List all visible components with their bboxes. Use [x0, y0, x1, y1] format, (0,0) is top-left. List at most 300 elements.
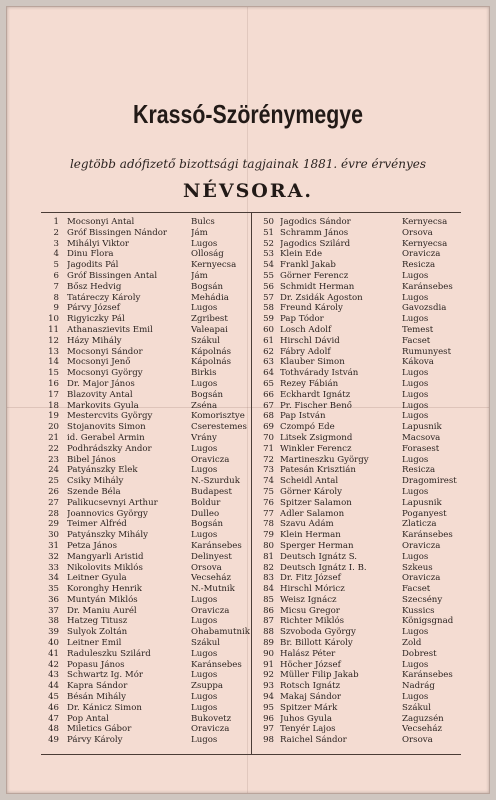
place-name: Orsova: [402, 735, 433, 746]
document-title: Krassó-Szörénymegye: [133, 99, 363, 129]
person-name: Koronghy Henrik: [67, 584, 142, 595]
row-number: 27: [48, 497, 59, 508]
place-name: Szákul: [191, 638, 221, 649]
person-name: Weisz Ignácz: [280, 594, 337, 605]
table-row: [41, 390, 251, 401]
table-row: [41, 541, 251, 552]
table-row: [41, 627, 251, 638]
document-subtitle: legtöbb adófizető bizottsági tagjainak 1881. évre érvényes: [69, 157, 427, 171]
place-name: Orsova: [402, 227, 433, 238]
row-number: 2: [53, 227, 59, 238]
person-name: Höcher József: [280, 659, 341, 670]
row-number: 78: [263, 519, 274, 530]
person-name: Scheidl Antal: [280, 476, 339, 487]
row-number: 82: [263, 562, 274, 573]
place-name: Boldur: [191, 497, 221, 508]
place-name: Temest: [402, 324, 434, 335]
row-number: 8: [53, 292, 59, 303]
row-number: 30: [48, 530, 59, 541]
table-row: [252, 455, 462, 466]
row-number: 36: [48, 594, 59, 605]
place-name: Birkis: [191, 368, 217, 379]
place-name: Zgribest: [191, 314, 228, 325]
person-name: Raduleszku Szilárd: [67, 648, 151, 659]
table-row: [41, 314, 251, 325]
place-name: Lugos: [402, 292, 429, 303]
place-name: Lugos: [402, 692, 429, 703]
place-name: Cserestemes: [191, 422, 247, 433]
person-name: Rigyiczky Pál: [67, 314, 125, 325]
person-name: Müller Filip Jakab: [280, 670, 359, 681]
row-number: 40: [48, 638, 59, 649]
table-row: [41, 249, 251, 260]
person-name: Párvy Károly: [67, 735, 123, 746]
person-name: Görner Károly: [280, 486, 343, 497]
row-number: 71: [263, 443, 274, 454]
row-number: 57: [263, 292, 274, 303]
person-name: Frankl Jakab: [280, 260, 336, 271]
table-row: [252, 563, 462, 574]
row-number: 47: [48, 713, 59, 724]
document-sheet: [6, 6, 490, 794]
person-name: Juhos Gyula: [280, 713, 332, 724]
row-number: 50: [263, 217, 274, 227]
row-number: 69: [263, 422, 274, 433]
row-number: 13: [48, 346, 59, 357]
table-row: [41, 735, 251, 746]
row-number: 52: [263, 238, 274, 249]
row-number: 7: [53, 281, 59, 292]
place-name: Valeapai: [191, 324, 228, 335]
place-name: Kernyecsa: [402, 238, 448, 249]
person-name: Stojanovits Simon: [67, 422, 146, 433]
table-row: [252, 368, 462, 379]
place-name: N.-Szurduk: [191, 476, 240, 487]
row-number: 43: [48, 670, 59, 681]
table-row: [252, 638, 462, 649]
place-name: Lugos: [191, 735, 218, 746]
person-name: Dr. Kánicz Simon: [67, 702, 142, 713]
place-name: Vecseház: [402, 724, 442, 735]
place-name: N.-Mutnik: [191, 584, 235, 595]
table-row: [41, 465, 251, 476]
table-row: [252, 228, 462, 239]
person-name: Martineszku György: [280, 454, 369, 465]
table-row: [41, 552, 251, 563]
table-row: [252, 433, 462, 444]
row-number: 41: [48, 648, 59, 659]
row-number: 65: [263, 378, 274, 389]
table-row: [252, 498, 462, 509]
place-name: Szákul: [191, 335, 221, 346]
person-name: Szvoboda György: [280, 627, 356, 638]
table-row: [252, 660, 462, 671]
place-name: Jám: [191, 227, 208, 238]
table-row: [41, 703, 251, 714]
row-number: 1: [53, 217, 59, 227]
person-name: Mocsonyi György: [67, 368, 143, 379]
place-name: Nadrág: [402, 681, 435, 692]
table-row: [41, 573, 251, 584]
person-name: Gróf Bissingen Antal: [67, 270, 158, 281]
person-name: Br. Billott Károly: [280, 638, 353, 649]
person-name: Mocsonyi Sándor: [67, 346, 143, 357]
row-number: 35: [48, 584, 59, 595]
place-name: Lugos: [191, 378, 218, 389]
place-name: Kernyecsa: [402, 217, 448, 227]
row-number: 87: [263, 616, 274, 627]
table-row: [252, 487, 462, 498]
person-name: Gróf Bissingen Nándor: [67, 227, 168, 238]
table-row: [41, 714, 251, 725]
table-row: [252, 584, 462, 595]
row-number: 77: [263, 508, 274, 519]
place-name: Rumunyest: [402, 346, 452, 357]
table-row: [41, 282, 251, 293]
row-number: 96: [263, 713, 274, 724]
row-number: 17: [48, 389, 59, 400]
table-row: [41, 293, 251, 304]
table-row: [252, 509, 462, 520]
table-row: [41, 584, 251, 595]
person-name: Dinu Flora: [67, 249, 114, 260]
place-name: Macsova: [402, 432, 441, 443]
place-name: Lugos: [191, 530, 218, 541]
row-number: 62: [263, 346, 274, 357]
row-number: 92: [263, 670, 274, 681]
row-number: 83: [263, 573, 274, 584]
person-name: Hirschl Dávid: [280, 335, 340, 346]
place-name: Mehádia: [191, 292, 229, 303]
table-row: [252, 401, 462, 412]
place-name: Zold: [402, 638, 422, 649]
person-name: Halász Péter: [280, 648, 336, 659]
place-name: Karánsebes: [191, 659, 242, 670]
row-number: 85: [263, 594, 274, 605]
table-row: [252, 476, 462, 487]
table-row: [41, 563, 251, 574]
person-name: Spitzer Salamon: [280, 497, 352, 508]
row-number: 28: [48, 508, 59, 519]
person-name: Dr. Zsidák Ágoston: [280, 292, 363, 303]
person-name: Klein Ede: [280, 249, 323, 260]
table-row: [41, 638, 251, 649]
person-name: Nikolovits Miklós: [67, 562, 143, 573]
table-row: [252, 606, 462, 617]
person-name: Sulyok Zoltán: [67, 627, 128, 638]
place-name: Kápolnás: [191, 357, 232, 368]
place-name: Facset: [402, 335, 431, 346]
right-column: [252, 217, 462, 746]
person-name: Pr. Fischer Benő: [280, 400, 352, 411]
table-row: [252, 422, 462, 433]
person-name: Schramm János: [280, 227, 349, 238]
person-name: Tatáreczy Károly: [67, 292, 141, 303]
row-number: 5: [53, 260, 59, 271]
table-row: [252, 724, 462, 735]
person-name: Görner Ferencz: [280, 270, 349, 281]
row-number: 25: [48, 476, 59, 487]
place-name: Olloság: [191, 249, 224, 260]
person-name: Jagodics Szilárd: [280, 238, 351, 249]
person-name: Petza János: [67, 540, 118, 551]
place-name: Dulleo: [191, 508, 220, 519]
row-number: 86: [263, 605, 274, 616]
table-row: [252, 670, 462, 681]
table-row: [252, 735, 462, 746]
table-row: [252, 616, 462, 627]
row-number: 58: [263, 303, 274, 314]
place-name: Kussics: [402, 605, 435, 616]
place-name: Lugos: [191, 670, 218, 681]
left-column: [41, 217, 251, 746]
person-name: Eckhardt Ignátz: [280, 389, 351, 400]
person-name: Makaj Sándor: [280, 692, 341, 703]
place-name: Resicza: [402, 465, 436, 476]
place-name: Karánsebes: [402, 530, 453, 541]
row-number: 75: [263, 486, 274, 497]
person-name: Sperger Herman: [280, 540, 354, 551]
table-row: [252, 519, 462, 530]
table-row: [252, 325, 462, 336]
place-name: Lugos: [402, 400, 429, 411]
row-number: 73: [263, 465, 274, 476]
table-row: [252, 336, 462, 347]
table-row: [41, 260, 251, 271]
place-name: Dobrest: [402, 648, 437, 659]
table-row: [41, 616, 251, 627]
place-name: Gavozsdia: [402, 303, 447, 314]
names-table: [41, 212, 461, 755]
row-number: 24: [48, 465, 59, 476]
place-name: Komorisztye: [191, 411, 245, 422]
table-row: [252, 271, 462, 282]
table-row: [252, 692, 462, 703]
row-number: 48: [48, 724, 59, 735]
place-name: Bogsán: [191, 281, 224, 292]
table-row: [41, 217, 251, 228]
row-number: 19: [48, 411, 59, 422]
row-number: 76: [263, 497, 274, 508]
place-name: Bogsán: [191, 519, 224, 530]
row-number: 11: [48, 324, 59, 335]
table-row: [252, 314, 462, 325]
person-name: Leitner Emil: [67, 638, 122, 649]
place-name: Oravicza: [191, 724, 230, 735]
row-number: 4: [53, 249, 59, 260]
table-row: [252, 714, 462, 725]
row-number: 45: [48, 692, 59, 703]
place-name: Oravicza: [402, 573, 441, 584]
row-number: 34: [48, 573, 59, 584]
table-row: [41, 228, 251, 239]
row-number: 53: [263, 249, 274, 260]
row-number: 56: [263, 281, 274, 292]
person-name: Dr. Major János: [67, 378, 135, 389]
row-number: 81: [263, 551, 274, 562]
place-name: Zlaticza: [402, 519, 437, 530]
place-name: Lugos: [402, 368, 429, 379]
person-name: Kapra Sándor: [67, 681, 128, 692]
person-name: Mihályi Viktor: [67, 238, 130, 249]
person-name: Patyánszky Mihály: [67, 530, 149, 541]
row-number: 33: [48, 562, 59, 573]
table-row: [252, 530, 462, 541]
person-name: Muntyán Miklós: [67, 594, 138, 605]
place-name: Zaguzsén: [402, 713, 444, 724]
row-number: 21: [48, 432, 59, 443]
person-name: Tothvárady István: [280, 368, 359, 379]
table-row: [252, 217, 462, 228]
table-row: [41, 411, 251, 422]
table-row: [41, 379, 251, 390]
table-row: [252, 390, 462, 401]
person-name: Házy Mihály: [67, 335, 122, 346]
person-name: Teimer Alfréd: [67, 519, 127, 530]
place-name: Bukovetz: [191, 713, 232, 724]
place-name: Karánsebes: [191, 540, 242, 551]
person-name: Deutsch Ignátz I. B.: [280, 562, 367, 573]
person-name: Rotsch Ignátz: [280, 681, 341, 692]
place-name: Oravicza: [402, 540, 441, 551]
row-number: 16: [48, 378, 59, 389]
place-name: Lugos: [191, 238, 218, 249]
place-name: Forasest: [402, 443, 440, 454]
table-row: [252, 681, 462, 692]
table-row: [252, 282, 462, 293]
row-number: 55: [263, 270, 274, 281]
table-row: [41, 595, 251, 606]
row-number: 46: [48, 702, 59, 713]
table-row: [41, 509, 251, 520]
person-name: Pap Tódor: [280, 314, 324, 325]
row-number: 6: [53, 270, 59, 281]
row-number: 70: [263, 432, 274, 443]
table-row: [252, 552, 462, 563]
row-number: 60: [263, 324, 274, 335]
row-number: 18: [48, 400, 59, 411]
place-name: Königsgnad: [402, 616, 454, 627]
row-number: 42: [48, 659, 59, 670]
person-name: Losch Adolf: [280, 324, 332, 335]
person-name: Jagodics Sándor: [280, 217, 351, 227]
row-number: 20: [48, 422, 59, 433]
row-number: 80: [263, 540, 274, 551]
person-name: Patyánszky Elek: [67, 465, 138, 476]
row-number: 89: [263, 638, 274, 649]
row-number: 61: [263, 335, 274, 346]
table-row: [41, 422, 251, 433]
person-name: Jagodits Pál: [67, 260, 119, 271]
table-row: [41, 455, 251, 466]
place-name: Lugos: [191, 692, 218, 703]
table-row: [41, 660, 251, 671]
place-name: Oravicza: [402, 249, 441, 260]
table-row: [41, 239, 251, 250]
table-row: [252, 293, 462, 304]
row-number: 38: [48, 616, 59, 627]
place-name: Zsuppa: [191, 681, 224, 692]
person-name: Mocsonyi Antal: [67, 217, 135, 227]
person-name: Bésán Mihály: [67, 692, 127, 703]
person-name: Hirschl Móricz: [280, 584, 345, 595]
place-name: Lugos: [402, 411, 429, 422]
person-name: Patesán Krisztián: [280, 465, 356, 476]
place-name: Szecsény: [402, 594, 443, 605]
place-name: Lugos: [402, 270, 429, 281]
place-name: Kákova: [402, 357, 434, 368]
table-row: [41, 347, 251, 358]
row-number: 79: [263, 530, 274, 541]
place-name: Poganyest: [402, 508, 447, 519]
table-row: [41, 476, 251, 487]
row-number: 22: [48, 443, 59, 454]
table-row: [252, 379, 462, 390]
row-number: 67: [263, 400, 274, 411]
person-name: Párvy József: [67, 303, 120, 314]
table-row: [252, 595, 462, 606]
row-number: 66: [263, 389, 274, 400]
table-row: [252, 357, 462, 368]
person-name: Csiky Mihály: [67, 476, 124, 487]
place-name: Ohabamutnik: [191, 627, 250, 638]
table-row: [41, 401, 251, 412]
person-name: Winkler Ferencz: [280, 443, 352, 454]
person-name: Schwartz Ig. Mór: [67, 670, 143, 681]
person-name: Litsek Zsigmond: [280, 432, 353, 443]
place-name: Bogsán: [191, 389, 224, 400]
person-name: Podhrádszky Andor: [67, 443, 152, 454]
place-name: Lugos: [402, 314, 429, 325]
row-number: 59: [263, 314, 274, 325]
place-name: Zséna: [191, 400, 218, 411]
person-name: Freund Károly: [280, 303, 343, 314]
row-number: 32: [48, 551, 59, 562]
person-name: Adler Salamon: [280, 508, 345, 519]
row-number: 97: [263, 724, 274, 735]
place-name: Kernyecsa: [191, 260, 237, 271]
row-number: 88: [263, 627, 274, 638]
place-name: Vecseház: [191, 573, 231, 584]
person-name: Czompó Ede: [280, 422, 335, 433]
row-number: 98: [263, 735, 274, 746]
row-number: 29: [48, 519, 59, 530]
person-name: Micsu Gregor: [280, 605, 340, 616]
person-name: Raichel Sándor: [280, 735, 347, 746]
place-name: Lugos: [191, 648, 218, 659]
row-number: 14: [48, 357, 59, 368]
person-name: Mangyarli Aristid: [67, 551, 144, 562]
table-row: [252, 541, 462, 552]
place-name: Lapusnik: [402, 497, 442, 508]
row-number: 31: [48, 540, 59, 551]
person-name: Tenyér Lajos: [280, 724, 336, 735]
place-name: Oravicza: [191, 454, 230, 465]
table-row: [252, 411, 462, 422]
person-name: Pop Antal: [67, 713, 109, 724]
table-row: [41, 368, 251, 379]
place-name: Lugos: [402, 378, 429, 389]
table-row: [41, 530, 251, 541]
row-number: 23: [48, 454, 59, 465]
place-name: Szkeus: [402, 562, 433, 573]
place-name: Lugos: [402, 659, 429, 670]
table-row: [252, 649, 462, 660]
person-name: Deutsch Ignátz S.: [280, 551, 358, 562]
person-name: Blazovity Antal: [67, 389, 133, 400]
place-name: Facset: [402, 584, 431, 595]
table-row: [252, 703, 462, 714]
